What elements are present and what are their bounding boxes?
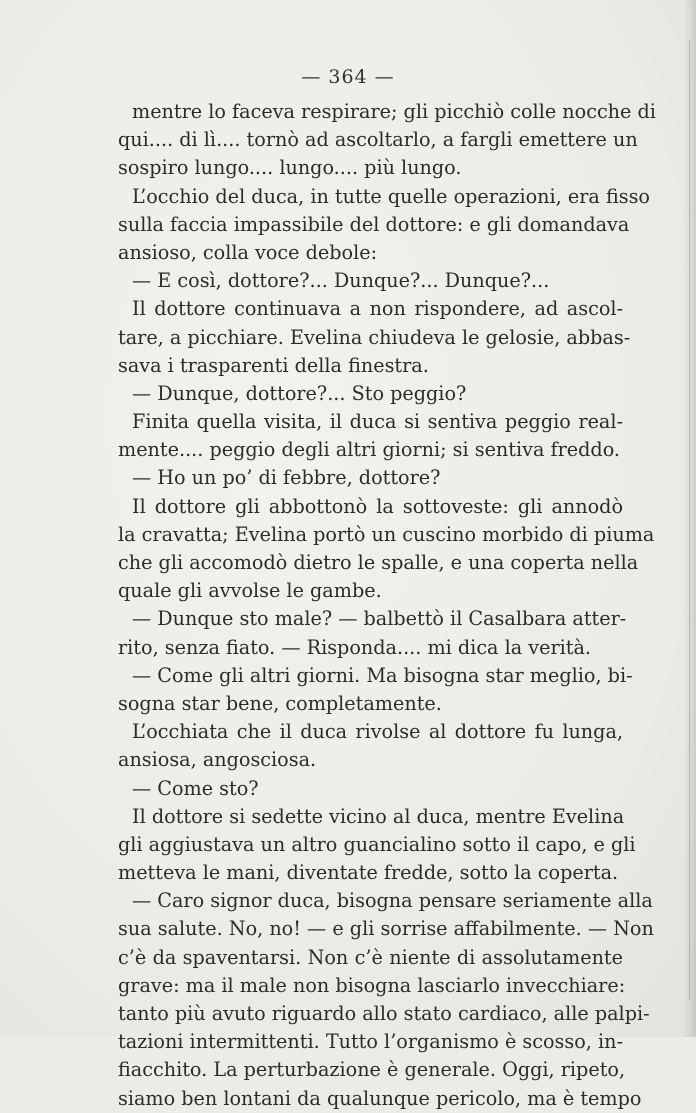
text-line: qui.... di lì.... tornò ad ascoltarlo, a fargli emettere un <box>118 128 638 152</box>
text-line: tare, a picchiare. Evelina chiudeva le gelosie, abbas- <box>118 325 631 349</box>
text-line: metteva le mani, diventate fredde, sotto la coperta. <box>118 861 619 885</box>
text-line: ansioso, colla voce debole: <box>118 240 378 264</box>
text-line: — Come sto? <box>132 776 259 800</box>
text-line: — Come gli altri giorni. Ma bisogna star meglio, bi- <box>132 663 633 687</box>
text-line: gli aggiustava un altro guancialino sotto il capo, e gli <box>118 832 636 856</box>
text-line: sospiro lungo.... lungo.... più lungo. <box>118 156 462 180</box>
text-line: tanto più avuto riguardo allo stato cardiaco, alle palpi- <box>118 1002 650 1025</box>
text-line: — Ho un po’ di febbre, dottore? <box>132 466 441 490</box>
text-line: — Dunque sto male? — balbettò il Casalbara atter- <box>132 607 627 631</box>
text-line: L’occhio del duca, in tutte quelle operazioni, era fisso <box>132 184 650 208</box>
text-line: Il dottore gli abbottonò la sottoveste: gli annodò <box>132 494 623 518</box>
text-line: rito, senza fiato. — Risponda.... mi dica la verità. <box>118 635 592 659</box>
text-line: la cravatta; Evelina portò un cuscino morbido di piuma <box>118 522 655 546</box>
text-line: ansiosa, angosciosa. <box>118 748 317 772</box>
text-line: L’occhiata che il duca rivolse al dottore fu lunga, <box>132 720 623 744</box>
text-line: Il dottore si sedette vicino al duca, mentre Evelina <box>132 804 625 828</box>
text-line: mente.... peggio degli altri giorni; si sentiva freddo. <box>118 438 621 462</box>
text-line: fiacchito. La perturbazione è generale. Oggi, ripeto, <box>118 1058 626 1082</box>
text-line: — Dunque, dottore?... Sto peggio? <box>132 381 467 405</box>
text-line: grave: ma il male non bisogna lasciarlo invecchiare: <box>118 973 626 997</box>
text-line: siamo ben lontani da qualunque pericolo, ma è tempo <box>118 1086 642 1110</box>
text-line: che gli accomodò dietro le spalle, e una coperta nella <box>118 551 639 574</box>
text-line: — E così, dottore?... Dunque?... Dunque?... <box>132 269 550 293</box>
text-line: — Caro signor duca, bisogna pensare seriamente alla <box>132 889 653 913</box>
text-line: Finita quella visita, il duca si sentiva peggio real- <box>132 410 623 434</box>
text-line: mentre lo faceva respirare; gli picchiò colle nocche di <box>132 100 656 123</box>
text-body <box>118 98 656 1113</box>
text-line: sava i trasparenti della finestra. <box>118 353 429 377</box>
page-number: — 364 — <box>301 66 395 88</box>
text-line: sogna star bene, completamente. <box>118 691 442 715</box>
text-line: quale gli avvolse le gambe. <box>118 579 382 603</box>
text-line: c’è da spaventarsi. Non c’è niente di assolutamente <box>118 945 623 969</box>
text-line: tazioni intermittenti. Tutto l’organismo è scosso, in- <box>118 1030 623 1054</box>
text-line: sulla faccia impassibile del dottore: e gli domandava <box>118 212 630 236</box>
page-edge-line <box>689 40 690 1000</box>
text-line: sua salute. No, no! — e gli sorrise affabilmente. — Non <box>118 917 654 941</box>
text-line: Il dottore continuava a non rispondere, ad ascol- <box>132 297 623 321</box>
